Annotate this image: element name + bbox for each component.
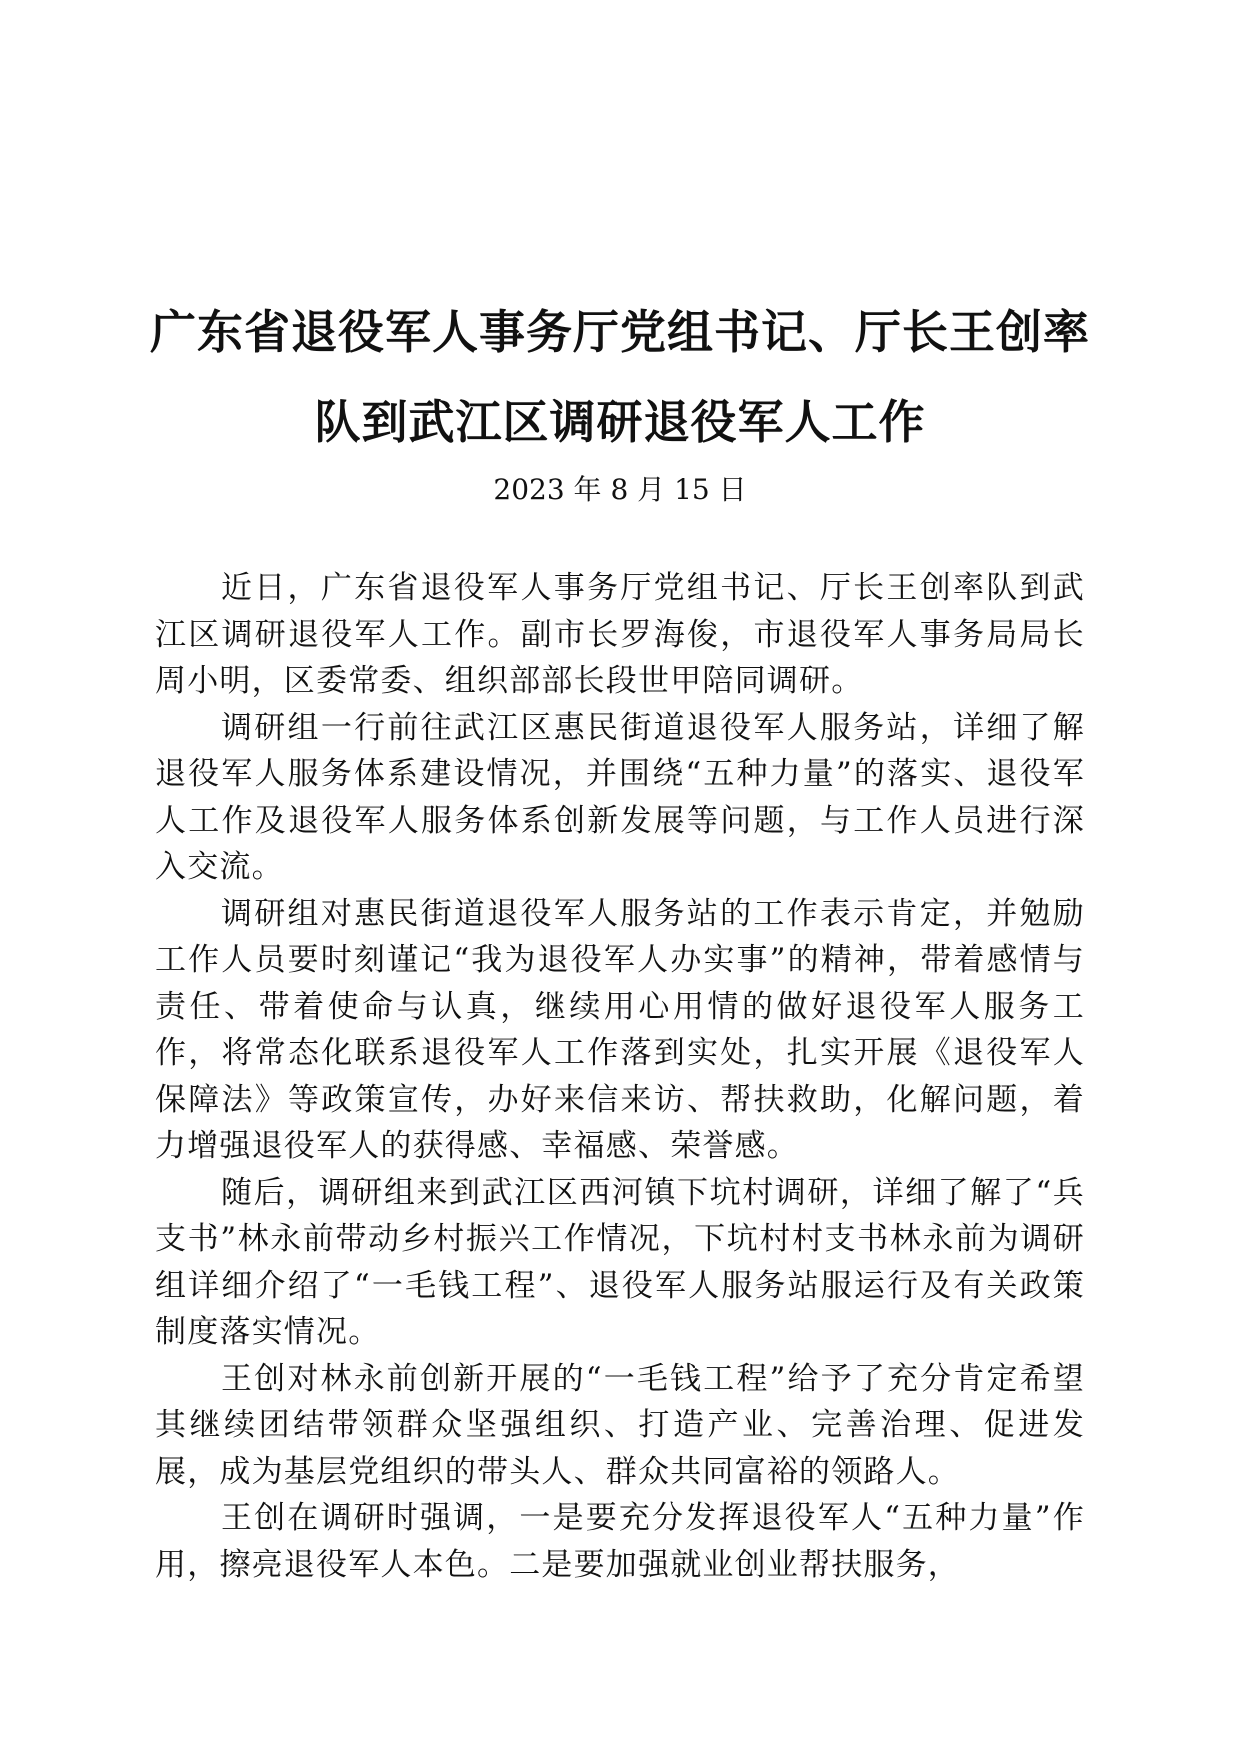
article-body bbox=[155, 565, 1085, 1588]
paragraph: 王创在调研时强调，一是要充分发挥退役军人“五种力量”作用，擦亮退役军人本色。二是要加强就业创业帮扶服务， bbox=[155, 1500, 1085, 1583]
paragraph: 随后，调研组来到武江区西河镇下坑村调研，详细了解了“兵支书”林永前带动乡村振兴工作情况，下坑村村支书林永前为调研组详细介绍了“一毛钱工程”、退役军人服务站服运行及有关政策制度落实情况。 bbox=[155, 1174, 1085, 1350]
paragraph: 调研组一行前往武江区惠民街道退役军人服务站，详细了解退役军人服务体系建设情况，并围绕“五种力量”的落实、退役军人工作及退役军人服务体系创新发展等问题，与工作人员进行深入交流。 bbox=[155, 709, 1085, 885]
paragraph: 调研组对惠民街道退役军人服务站的工作表示肯定，并勉励工作人员要时刻谨记“我为退役军人办实事”的精神，带着感情与责任、带着使命与认真，继续用心用情的做好退役军人服务工作，将常态化联系退役军人工作落到实处，扎实开展《退役军人保障法》等政策宣传，办好来信来访、帮扶救助，化解问题，着力增强退役军人的获得感、幸福感、荣誉感。 bbox=[155, 895, 1085, 1164]
paragraph: 近日，广东省退役军人事务厅党组书记、厅长王创率队到武江区调研退役军人工作。副市长罗海俊，市退役军人事务局局长周小明，区委常委、组织部部长段世甲陪同调研。 bbox=[155, 570, 1085, 699]
document-title-line-2: 队到武江区调研退役军人工作 bbox=[314, 395, 926, 449]
paragraph: 王创对林永前创新开展的“一毛钱工程”给予了充分肯定希望其继续团结带领群众坚强组织、打造产业、完善治理、促进发展，成为基层党组织的带头人、群众共同富裕的领路人。 bbox=[155, 1360, 1085, 1490]
document-title-line-1: 广东省退役军人事务厅党组书记、厅长王创率 bbox=[150, 305, 1090, 359]
publish-date: 2023 年 8 月 15 日 bbox=[493, 473, 747, 506]
